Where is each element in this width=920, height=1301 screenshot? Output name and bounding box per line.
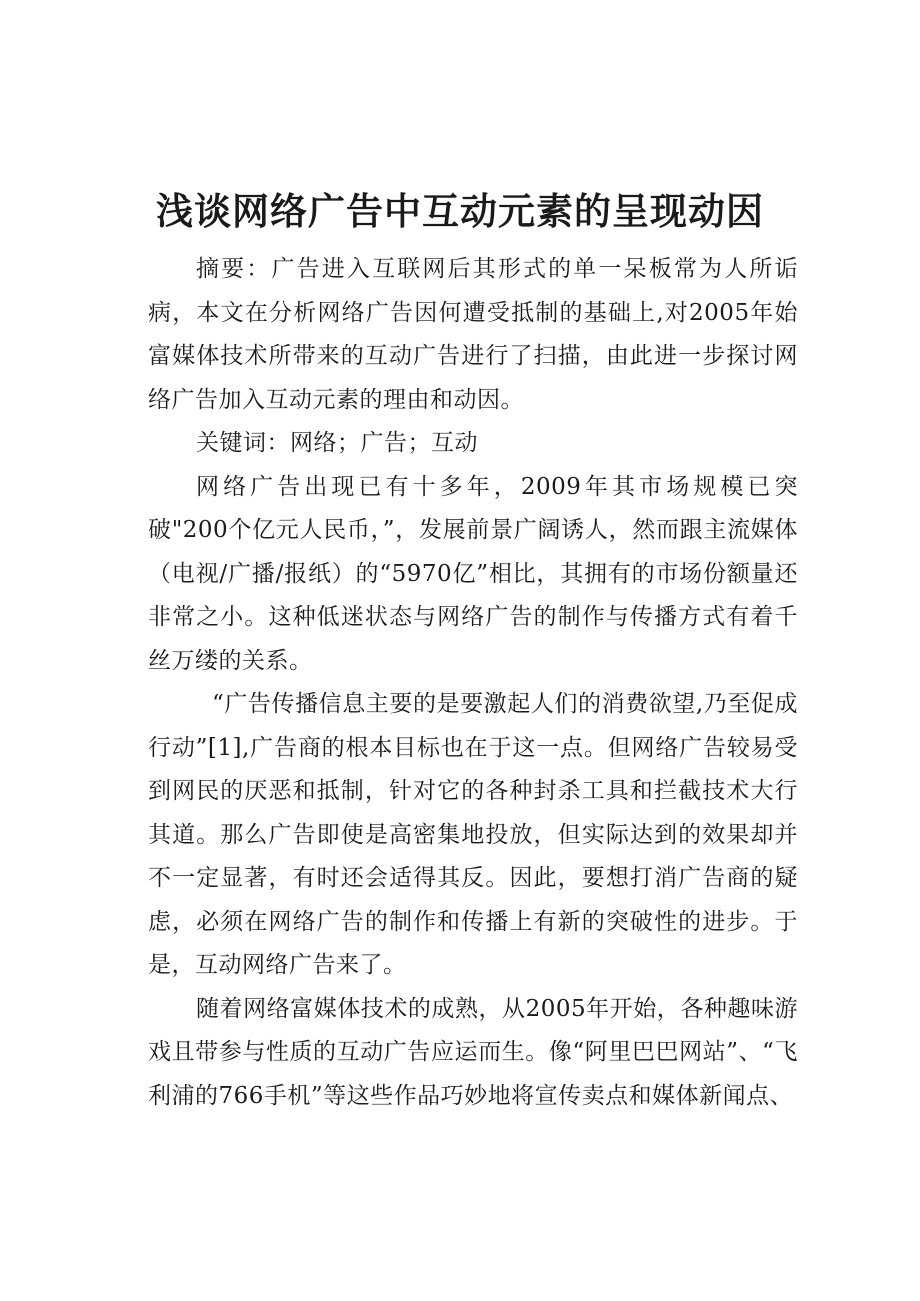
body-paragraph-3: 随着网络富媒体技术的成熟，从2005年开始，各种趣味游戏且带参与性质的互动广告应运而生。像“阿里巴巴网站”、“飞利浦的766手机”等这些作品巧妙地将宣传卖点和媒体新闻点、 xyxy=(148,995,798,1109)
body-paragraph-2: “广告传播信息主要的是要激起人们的消费欲望,乃至促成行动”[1],广告商的根本目标也在于这一点。但网络广告较易受到网民的厌恶和抵制，针对它的各种封杀工具和拦截技术大行其道。那么广告即使是高密集地投放，但实际达到的效果却并不一定显著，有时还会适得其反。因此，要想打消广告商的疑虑，必须在网络广告的制作和传播上有新的突破性的进步。于是，互动网络广告来了。 xyxy=(148,691,798,978)
document-title: 浅谈网络广告中互动元素的呈现动因 xyxy=(156,188,764,233)
document-body xyxy=(148,248,798,1118)
body-paragraph-1: 网络广告出现已有十多年，2009年其市场规模已突破"200个亿元人民币，”，发展前景广阔诱人，然而跟主流媒体（电视/广播/报纸）的“5970亿”相比，其拥有的市场份额量还非常之小。这种低迷状态与网络广告的制作与传播方式有着千丝万缕的关系。 xyxy=(148,473,798,674)
abstract-paragraph: 摘要：广告进入互联网后其形式的单一呆板常为人所诟病，本文在分析网络广告因何遭受抵制的基础上,对2005年始富媒体技术所带来的互动广告进行了扫描，由此进一步探讨网络广告加入互动元素的理由和动因。 xyxy=(148,256,798,413)
keywords-paragraph: 关键词：网络；广告；互动 xyxy=(196,430,478,456)
